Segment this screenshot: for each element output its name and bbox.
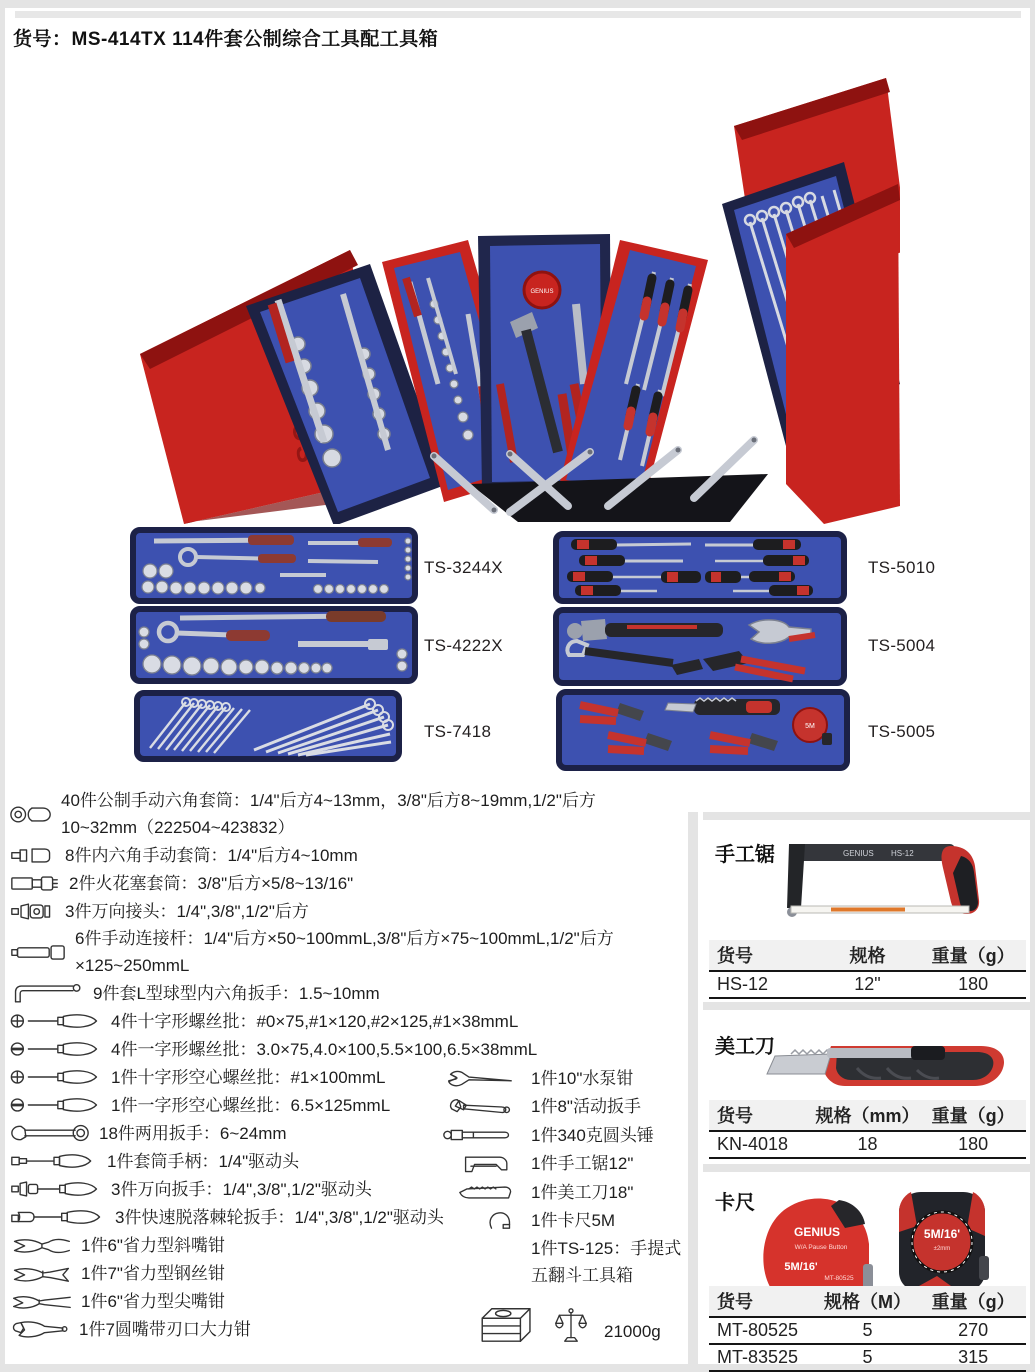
hacksaw-table (709, 940, 1026, 999)
utility-knife-table (709, 1100, 1026, 1159)
panel-divider (703, 1164, 1030, 1172)
tray-thumbnail-ts-3244x (130, 527, 418, 604)
spec-item-text: 1件手工锯12" (531, 1154, 634, 1174)
page-frame-right (1030, 8, 1035, 1372)
table-row (709, 1317, 1026, 1344)
combination-wrench-icon (10, 1123, 90, 1143)
table-header-cell: 货号 (709, 1286, 815, 1317)
table-header-cell: 规格（mm） (815, 1100, 921, 1131)
tray-label: TS-5004 (868, 636, 936, 655)
spec-item (10, 925, 655, 979)
spec-item-text: 3件万向接头：1/4",3/8",1/2"后方 (65, 901, 309, 921)
page-frame-left (0, 8, 5, 1372)
tray-thumbnail-ts-5010 (553, 531, 847, 604)
tape1-size: 5M/16' (784, 1261, 818, 1273)
spec-item (10, 841, 655, 869)
table-header-cell: 重量（g） (920, 940, 1026, 971)
spec-item-text: 40件公制手动六角套筒：1/4"后方4~13mm，3/8"后方8~19mm,1/2"后方10~32mm（222504~423832） (61, 791, 596, 837)
spinner-handle-icon (10, 1151, 98, 1171)
table-cell: MT-83525 (709, 1344, 815, 1371)
panel-hacksaw (703, 824, 1030, 1000)
spec-item-text: 6件手动连接杆：1/4"后方×50~100mmL,3/8"后方×75~100mmL,1/2"后方×125~250mmL (75, 929, 614, 975)
spec-list-right (432, 1064, 684, 1289)
spec-item (10, 1035, 655, 1063)
tape-brand: GENIUS (530, 289, 554, 295)
table-row (709, 1344, 1026, 1371)
tape-measure-icon (432, 1210, 514, 1232)
spec-item-text: 1件6"省力型斜嘴钳 (81, 1235, 225, 1255)
svg-text:±2mm: ±2mm (933, 1246, 951, 1252)
total-weight: 21000g (604, 1322, 661, 1341)
spec-item-text: 18件两用扳手：6~24mm (99, 1123, 287, 1143)
table-cell: 5 (815, 1344, 921, 1371)
spec-item (432, 1121, 684, 1150)
spec-item (10, 979, 655, 1007)
table-header-cell: 货号 (709, 940, 815, 971)
spec-item-text: 1件340克圆头锤 (531, 1125, 654, 1145)
table-cell: KN-4018 (709, 1131, 815, 1158)
vertical-divider (688, 812, 698, 1364)
panel-divider (703, 812, 1030, 820)
tray-thumbnail-ts-4222x (130, 606, 418, 684)
table-header-cell: 规格（M） (815, 1286, 921, 1317)
universal-wrench-icon (10, 1179, 102, 1199)
hacksaw-icon (432, 1153, 514, 1174)
packing-info (478, 1303, 661, 1350)
spec-item-text: 3件万向扳手：1/4",3/8",1/2"驱动头 (111, 1179, 372, 1199)
toolbox-photo (138, 54, 900, 522)
tray-label: TS-7418 (424, 722, 492, 741)
table-cell: 270 (920, 1317, 1026, 1344)
spec-item (10, 869, 655, 897)
spec-item (432, 1064, 684, 1093)
spec-item-text: 4件一字形螺丝批：3.0×75,4.0×100,5.5×100,6.5×38mmL (111, 1039, 538, 1059)
socket-set-icon (10, 804, 52, 825)
tray-thumbnail-ts-7418 (134, 690, 402, 762)
tape-measure-photos (743, 1178, 1021, 1302)
spec-item (432, 1150, 684, 1179)
page-title: 货号：MS-414TX 114件套公制综合工具配工具箱 (13, 29, 439, 50)
spec-item (432, 1235, 684, 1289)
table-header-cell: 重量（g） (920, 1100, 1026, 1131)
panel-divider (703, 1002, 1030, 1010)
top-rule (15, 11, 1021, 18)
tray-label: TS-4222X (424, 636, 503, 655)
table-header-cell: 货号 (709, 1100, 815, 1131)
phillips-screwdriver-icon (10, 1011, 102, 1031)
phillips-screwdriver-icon (10, 1067, 102, 1087)
carton-icon (478, 1303, 538, 1350)
tray-thumbnail-ts-5004 (553, 607, 847, 686)
table-cell: HS-12 (709, 971, 815, 998)
spec-item-text: 4件十字形螺丝批：#0×75,#1×120,#2×125,#1×38mmL (111, 1011, 519, 1031)
universal-joint-icon (10, 901, 56, 922)
spec-item-text: 1件一字形空心螺丝批：6.5×125mmL (111, 1095, 391, 1115)
ball-pein-hammer-icon (432, 1125, 514, 1145)
tray-label: TS-3244X (424, 558, 503, 577)
page-frame-top (0, 0, 1035, 8)
tray-label: TS-5010 (868, 558, 936, 577)
spec-item-text: 1件套筒手柄：1/4"驱动头 (107, 1151, 300, 1171)
table-cell: 180 (920, 1131, 1026, 1158)
tape1-line: W/A Pause Button (794, 1244, 848, 1251)
water-pump-pliers-icon (432, 1068, 514, 1088)
table-cell: 180 (920, 971, 1026, 998)
spec-item-text: 1件6"省力型尖嘴钳 (81, 1291, 225, 1311)
spec-item-text: 1件美工刀18" (531, 1182, 634, 1202)
svg-text:5M: 5M (805, 723, 815, 730)
tape1-model: MT-80525 (824, 1275, 854, 1282)
tray-thumbnail-ts-5005 (556, 689, 850, 771)
extension-bar-icon (10, 942, 66, 963)
tape2-size: 5M/16' (923, 1227, 961, 1241)
diagonal-pliers-icon (10, 1235, 72, 1255)
hex-bit-socket-icon (10, 845, 56, 866)
locking-pliers-icon (10, 1319, 70, 1339)
table-cell: MT-80525 (709, 1317, 815, 1344)
spec-item-text: 2件火花塞套筒：3/8"后方×5/8~13/16" (69, 873, 354, 893)
table-row (709, 971, 1026, 998)
spark-plug-socket-icon (10, 873, 60, 894)
none-icon (432, 1252, 514, 1272)
adjustable-wrench-icon (432, 1097, 514, 1117)
saw-brand: GENIUS (843, 849, 874, 858)
panel-title: 美工刀 (715, 1036, 775, 1058)
table-cell: 315 (920, 1344, 1026, 1371)
combination-pliers-icon (10, 1263, 72, 1283)
spec-item-text: 1件8"活动扳手 (531, 1097, 641, 1117)
table-cell: 12" (815, 971, 921, 998)
ratchet-wrench-icon (10, 1207, 106, 1227)
spec-item (432, 1178, 684, 1207)
slotted-screwdriver-icon (10, 1095, 102, 1115)
panel-title: 手工锯 (715, 844, 775, 866)
spec-item-text: 3件快速脱落棘轮扳手：1/4",3/8",1/2"驱动头 (115, 1207, 444, 1227)
spec-item-text: 1件卡尺5M (531, 1211, 616, 1231)
tape1-brand: GENIUS (793, 1225, 841, 1239)
spec-item-text: 1件十字形空心螺丝批：#1×100mmL (111, 1067, 386, 1087)
spec-item-text: 1件7圆嘴带刃口大力钳 (79, 1319, 251, 1339)
spec-item-text: 1件10"水泵钳 (531, 1068, 634, 1088)
spec-item-text: 9件套L型球型内六角扳手：1.5~10mm (93, 983, 380, 1003)
utility-knife-icon (432, 1182, 514, 1203)
spec-item (10, 787, 655, 841)
panel-title: 卡尺 (715, 1192, 755, 1214)
panel-utility-knife (703, 1014, 1030, 1162)
tray-label: TS-5005 (868, 722, 936, 741)
spec-item (432, 1093, 684, 1122)
spec-item (10, 897, 655, 925)
panel-tape-measure (703, 1174, 1030, 1367)
scale-icon (554, 1307, 588, 1350)
slotted-screwdriver-icon (10, 1039, 102, 1059)
hacksaw-photo (765, 828, 1023, 938)
table-cell: 5 (815, 1317, 921, 1344)
spec-item (432, 1207, 684, 1236)
spec-item-text: 1件TS-125：手提式五翻斗工具箱 (531, 1239, 682, 1285)
table-row (709, 1131, 1026, 1158)
hex-key-icon (10, 983, 84, 1004)
saw-model: HS-12 (891, 849, 914, 858)
table-cell: 18 (815, 1131, 921, 1158)
spec-item (10, 1007, 655, 1035)
spec-item-text: 8件内六角手动套筒：1/4"后方4~10mm (65, 845, 358, 865)
table-header-cell: 重量（g） (920, 1286, 1026, 1317)
spec-item-text: 1件7"省力型钢丝钳 (81, 1263, 225, 1283)
table-header-cell: 规格 (815, 940, 921, 971)
long-nose-pliers-icon (10, 1291, 72, 1311)
utility-knife-photo (761, 1034, 1021, 1104)
tape-measure-table (709, 1286, 1026, 1372)
